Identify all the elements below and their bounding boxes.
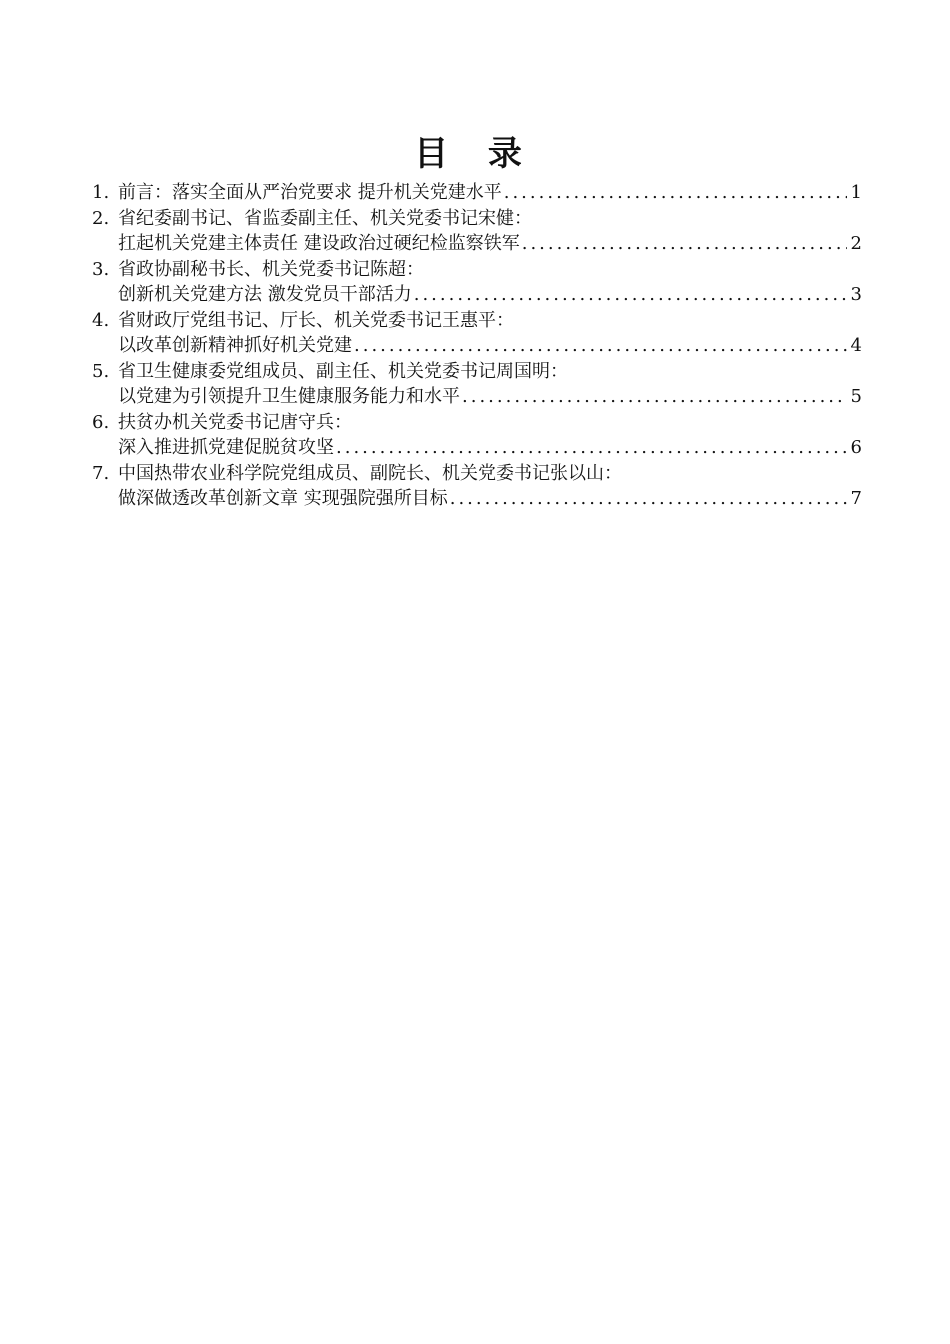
toc-entry-heading-line[interactable] bbox=[92, 257, 862, 283]
toc-entry-heading[interactable]: 省卫生健康委党组成员、副主任、机关党委书记周国明： bbox=[118, 360, 568, 382]
toc-leader-dots bbox=[504, 180, 847, 206]
toc-leader-dots bbox=[336, 435, 847, 461]
toc-leader-dots bbox=[414, 282, 847, 308]
toc-entry[interactable] bbox=[92, 257, 862, 308]
toc-leader-dots bbox=[354, 333, 847, 359]
toc-leader-dots bbox=[522, 231, 847, 257]
toc-entry-heading[interactable]: 省财政厅党组书记、厅长、机关党委书记王惠平： bbox=[118, 309, 514, 331]
toc-entry-number: 2. bbox=[92, 207, 110, 229]
toc-entry-line[interactable] bbox=[92, 384, 862, 410]
toc-entry[interactable] bbox=[92, 359, 862, 410]
toc-entry-page[interactable]: 7 bbox=[850, 488, 862, 509]
toc-entry-title[interactable]: 以党建为引领提升卫生健康服务能力和水平 bbox=[118, 386, 460, 407]
toc-entry-heading-line[interactable] bbox=[92, 410, 862, 436]
toc-entry-title[interactable]: 扛起机关党建主体责任 建设政治过硬纪检监察铁军 bbox=[118, 233, 520, 254]
toc-entry-page[interactable]: 6 bbox=[850, 437, 862, 458]
toc-entry-line[interactable] bbox=[92, 486, 862, 512]
toc-entry-line[interactable] bbox=[92, 282, 862, 308]
toc-entry-line[interactable] bbox=[92, 333, 862, 359]
toc-entry-page[interactable]: 1 bbox=[850, 182, 862, 203]
toc-leader-dots bbox=[450, 486, 847, 512]
toc-title: 目 录 bbox=[414, 134, 536, 174]
toc-entry-title[interactable]: 以改革创新精神抓好机关党建 bbox=[118, 335, 352, 356]
toc-entry-heading-line[interactable] bbox=[92, 461, 862, 487]
toc-entry-page[interactable]: 4 bbox=[850, 335, 862, 356]
toc-entry[interactable] bbox=[92, 410, 862, 461]
toc-entry-page[interactable]: 5 bbox=[850, 386, 862, 407]
toc-entry-number: 6. bbox=[92, 411, 110, 433]
toc-entry-page[interactable]: 2 bbox=[850, 233, 862, 254]
toc-entry-heading[interactable]: 中国热带农业科学院党组成员、副院长、机关党委书记张以山： bbox=[118, 462, 622, 484]
toc-entry-line[interactable] bbox=[92, 180, 862, 206]
toc-list bbox=[92, 180, 862, 512]
toc-entry-line[interactable] bbox=[92, 435, 862, 461]
toc-entry-title[interactable]: 做深做透改革创新文章 实现强院强所目标 bbox=[118, 488, 448, 509]
toc-entry-heading[interactable]: 省政协副秘书长、机关党委书记陈超： bbox=[118, 258, 424, 280]
toc-entry-title[interactable]: 前言：落实全面从严治党要求 提升机关党建水平 bbox=[118, 182, 502, 203]
toc-entry-number: 1. bbox=[92, 182, 110, 203]
toc-entry-title[interactable]: 深入推进抓党建促脱贫攻坚 bbox=[118, 437, 334, 458]
toc-entry-heading-line[interactable] bbox=[92, 206, 862, 232]
toc-entry[interactable] bbox=[92, 206, 862, 257]
toc-entry-number: 5. bbox=[92, 360, 110, 382]
toc-entry-heading-line[interactable] bbox=[92, 308, 862, 334]
toc-entry-page[interactable]: 3 bbox=[850, 284, 862, 305]
toc-entry[interactable] bbox=[92, 180, 862, 206]
toc-entry-number: 4. bbox=[92, 309, 110, 331]
toc-entry-heading-line[interactable] bbox=[92, 359, 862, 385]
toc-entry-heading[interactable]: 扶贫办机关党委书记唐守兵： bbox=[118, 411, 352, 433]
toc-entry[interactable] bbox=[92, 461, 862, 512]
toc-entry-number: 7. bbox=[92, 462, 110, 484]
toc-entry-title[interactable]: 创新机关党建方法 激发党员干部活力 bbox=[118, 284, 412, 305]
toc-entry-number: 3. bbox=[92, 258, 110, 280]
toc-entry[interactable] bbox=[92, 308, 862, 359]
toc-entry-heading[interactable]: 省纪委副书记、省监委副主任、机关党委书记宋健： bbox=[118, 207, 532, 229]
toc-entry-line[interactable] bbox=[92, 231, 862, 257]
toc-leader-dots bbox=[462, 384, 847, 410]
